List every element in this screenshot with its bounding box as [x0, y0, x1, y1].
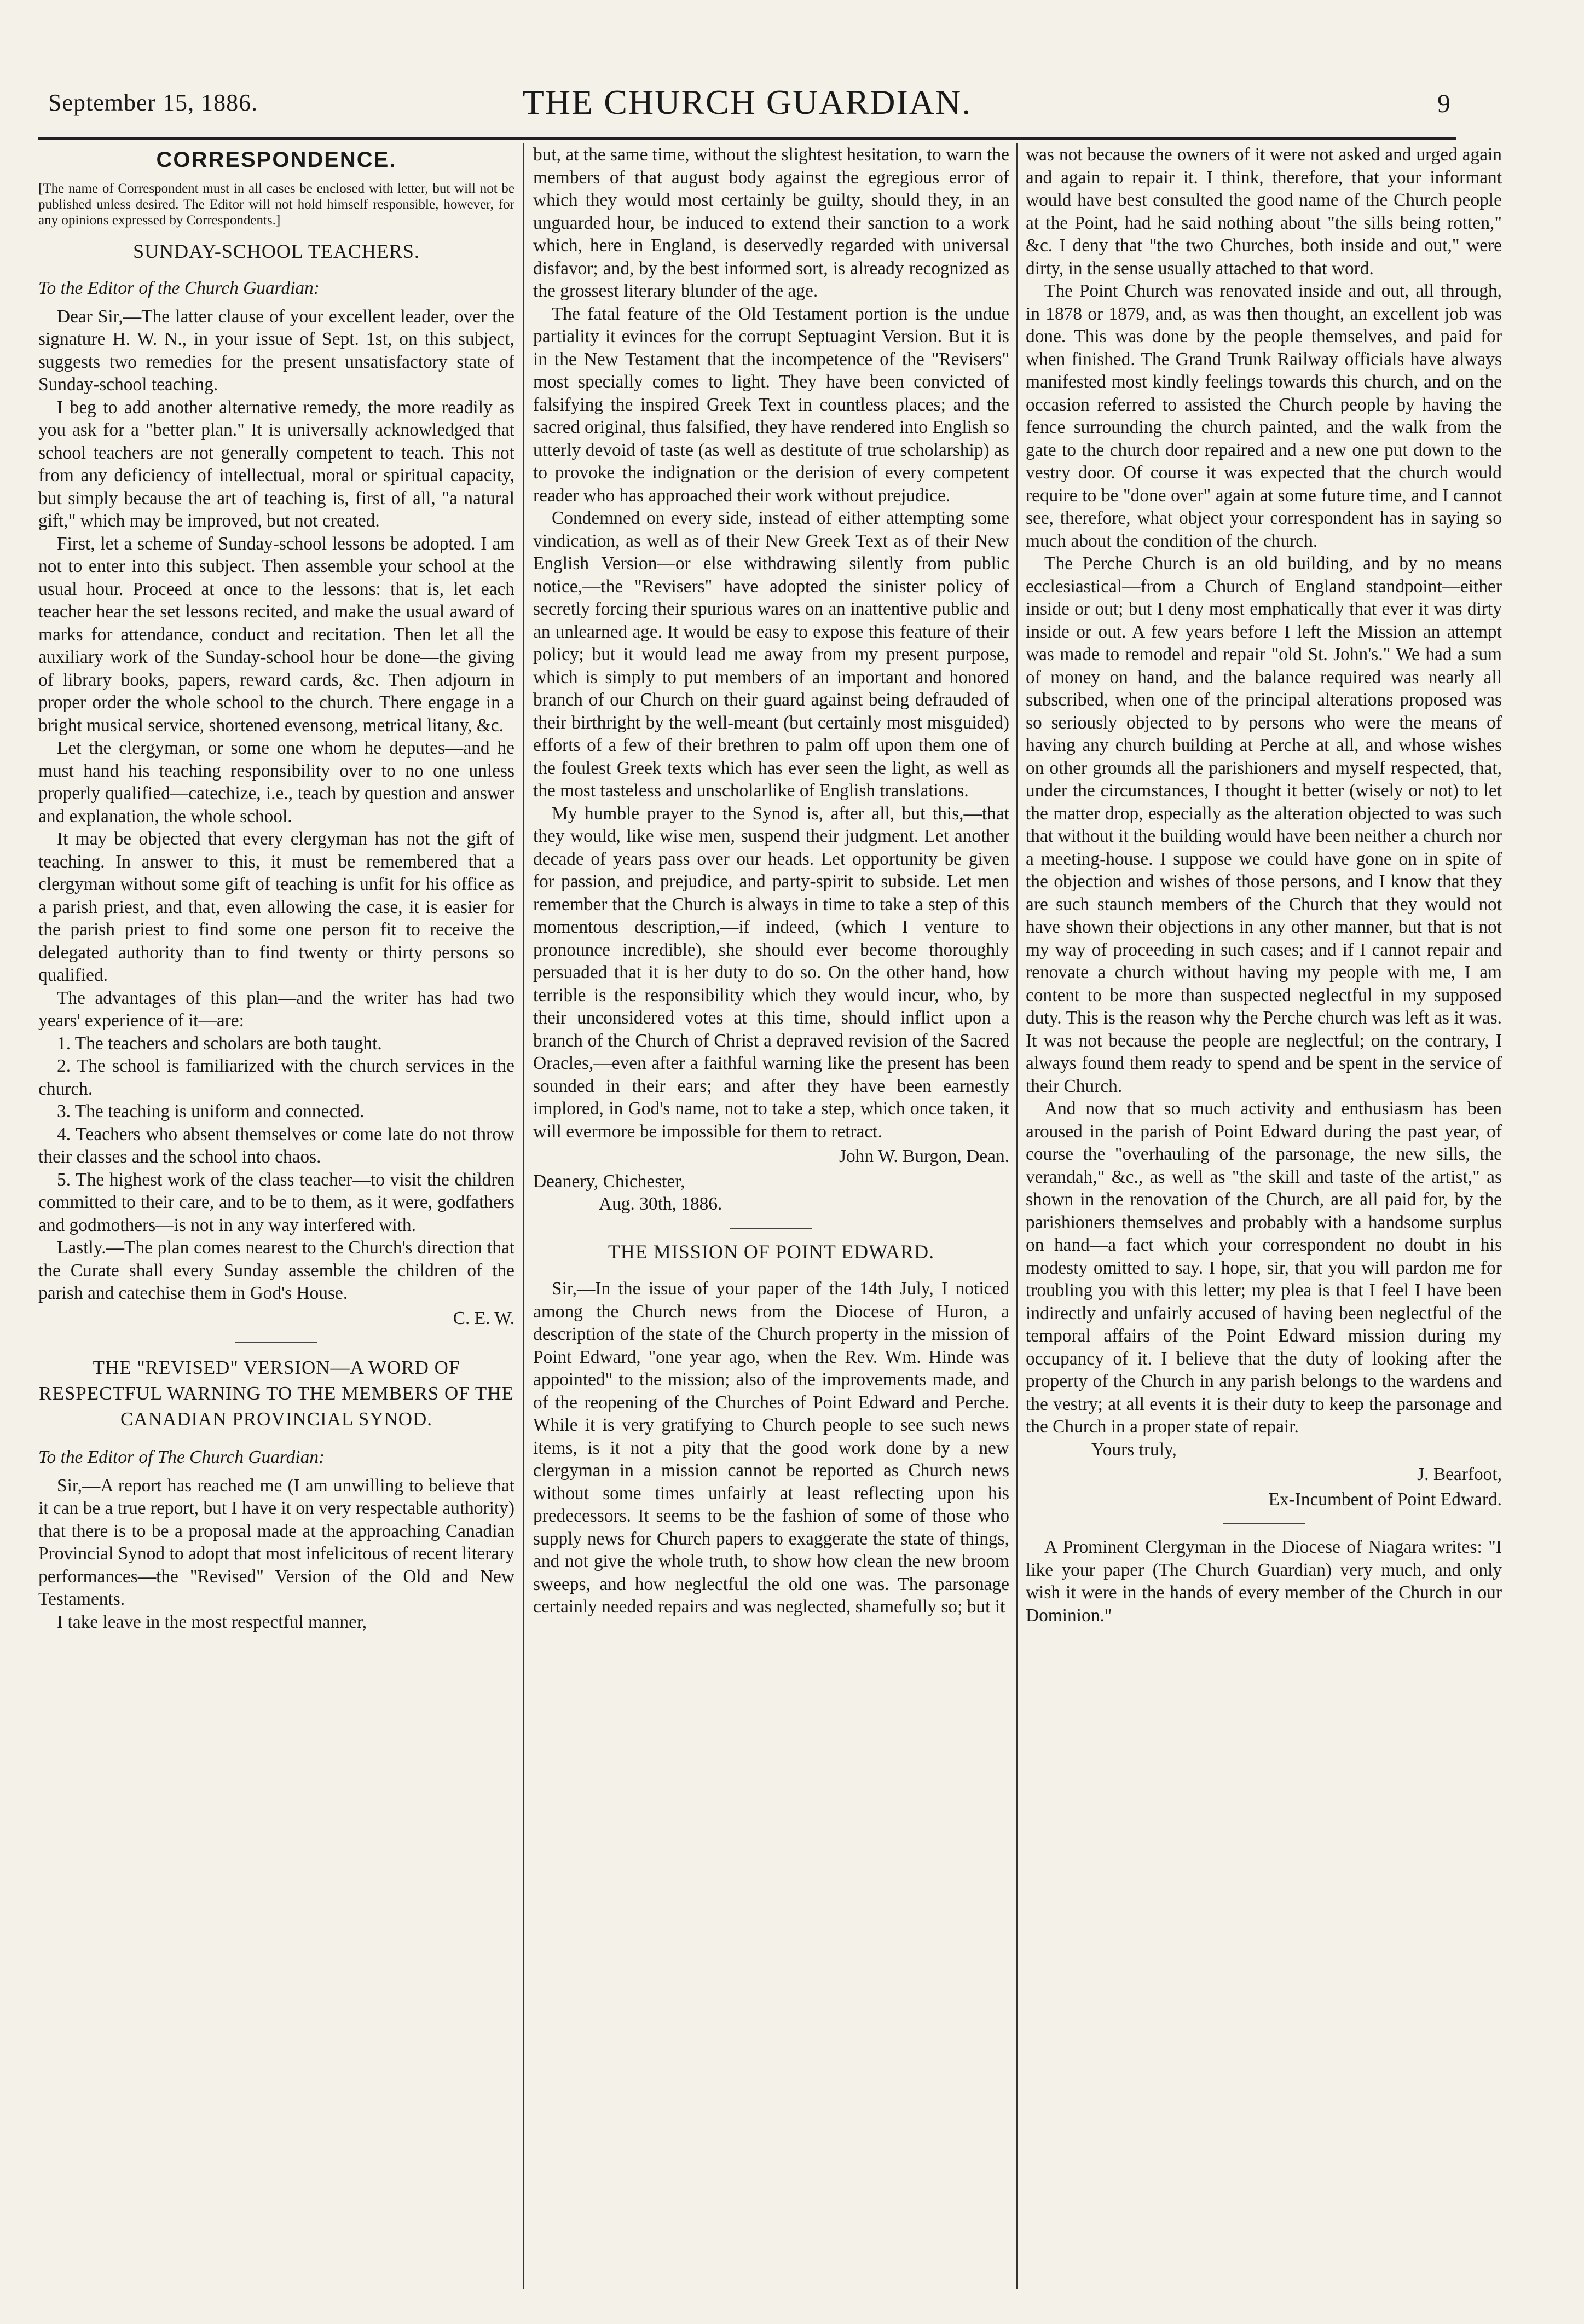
divider: [235, 1342, 317, 1343]
list-item: 5. The highest work of the class teacher—to visit the children committed to their care, and to be to them, as it were, godfathers and godmothers—is not in any way interfered with.: [38, 1169, 514, 1235]
article-heading: SUNDAY-SCHOOL TEACHERS.: [133, 240, 420, 262]
paragraph: I beg to add another alternative remedy, the more readily as you ask for a "better plan." It is universally acknowledged that school teachers are not generally competent to teach. This not from any deficiency of intellectual, moral or spiritual capacity, but simply because the art of teaching is, first of all, "a natural gift," which may be improved, but not created.: [38, 397, 514, 531]
divider: [730, 1228, 812, 1229]
paragraph: The Point Church was renovated inside and out, all through, in 1878 or 1879, and, as was then thought, an excellent job was done. This was done by the people themselves, and paid for when finished. The Grand Trunk Railway officials have always manifested most kindly feelings towards this church, and on the occasion referred to assisted the Church people by having the fence surrounding the church painted, and the walk from the gate to the church door repaired and a new one put down to the vestry door. Of course it was expected that the church would require to be "done over" again at some future time, and I cannot see, therefore, what object your correspondent has in saying so much about the condition of the church.: [1026, 281, 1502, 551]
paragraph: Condemned on every side, instead of either attempting some vindication, as well as of their New Greek Text as of their New English Version—or else withdrawing silently from public notice,—the "Revisers" have adopted the sinister policy of secretly forcing their spurious wares on an inattentive public and an unlearned age. It would be easy to expose this feature of their policy; but it would lead me away from my present purpose, which is simply to put members of an important and honored branch of our Church on their guard against being defrauded of their birthright by the well-meant (but certainly most misguided) efforts of a few of their brethren to palm off upon them one of the foulest Greek texts which has ever seen the light, as well as the most tasteless and unscholarlike of English translations.: [533, 508, 1009, 801]
paragraph: Sir,—A report has reached me (I am unwilling to believe that it can be a true report, but I have it on very respectable authority) that there is to be a proposal made at the approaching Canadian Provincial Synod to adopt that most infelicitous of recent literary performances—the "Revised" Version of the Old and New Testaments.: [38, 1475, 514, 1609]
paragraph: Lastly.—The plan comes nearest to the Church's direction that the Curate shall every Sunday assemble the children of the parish and catechise them in God's House.: [38, 1238, 514, 1303]
salutation: To the Editor of the Church Guardian:: [38, 278, 320, 298]
list-item: 4. Teachers who absent themselves or come late do not throw their classes and the school into chaos.: [38, 1124, 514, 1167]
divider: [1223, 1523, 1305, 1524]
salutation: To the Editor of The Church Guardian:: [38, 1447, 325, 1467]
signature-title: Ex-Incumbent of Point Edward.: [1268, 1489, 1502, 1510]
paragraph: A Prominent Clergyman in the Diocese of Niagara writes: "I like your paper (The Church Guardian) very much, and only wish it were in the hands of every member of the Church in our Dominion.": [1026, 1537, 1502, 1626]
paragraph: The fatal feature of the Old Testament portion is the undue partiality it evinces for the corrupt Septuagint Version. But it is in the New Testament that the incompetence of the "Revisers" most specially comes to light. They have been convicted of falsifying the inspired Greek Text in countless places; and the sacred original, thus falsified, they have rendered into English so utterly devoid of taste (as well as destitute of true scholarship) as to provoke the indignation or the derision of every competent reader who has approached their work without prejudice.: [533, 303, 1009, 506]
paragraph: Let the clergyman, or some one whom he deputes—and he must hand his teaching responsibility over to no one unless properly qualified—catechize, i.e., teach by question and answer and explanation, the whole school.: [38, 738, 514, 826]
paragraph: Sir,—In the issue of your paper of the 14th July, I noticed among the Church news from the Diocese of Huron, a description of the state of the Church property in the mission of Point Edward, "one year ago, when the Rev. Wm. Hinde was appointed" to the mission; also of the improvements made, and of the reopening of the Churches of Point Edward and Perche. While it is very gratifying to Church people to see such news items, is it not a pity that the good work done by a new clergyman in a mission cannot be reported as Church news without some times unfairly at least reflecting upon his predecessors. It seems to be the fashion of some of those who supply news for Church papers to exaggerate the state of things, and not give the whole truth, to show how clean the new broom sweeps, and how neglectful the old one was. The parsonage certainly needed repairs and was neglected, shamefully so; but it: [533, 1279, 1009, 1617]
issue-date: September 15, 1886.: [48, 89, 258, 116]
section-heading: CORRESPONDENCE.: [156, 148, 397, 172]
paragraph: but, at the same time, without the slightest hesitation, to warn the members of that august body against the egregious error of which they would most certainly be guilty, should they, in an unguarded hour, be induced to extend their sanction to a work which, here in England, is deservedly regarded with universal disfavor; and, by the best informed sort, is already recognized as the grossest literary blunder of the age.: [533, 144, 1009, 301]
signature: John W. Burgon, Dean.: [839, 1146, 1009, 1166]
place-line: Deanery, Chichester,: [533, 1171, 685, 1192]
column-2: [533, 143, 1009, 2322]
page-number: 9: [1437, 89, 1450, 118]
signature: C. E. W.: [453, 1308, 514, 1328]
paragraph: I take leave in the most respectful manner,: [57, 1611, 367, 1632]
column-1: [38, 143, 514, 2322]
paragraph: It may be objected that every clergyman has not the gift of teaching. In answer to this, it must be remembered that a clergyman without some gift of teaching is unfit for his office as a parish priest, and that, even allowing the case, it is easier for the parish priest to find some one person fit to receive the delegated authority than to find twenty or thirty persons so qualified.: [38, 829, 514, 985]
paragraph: Dear Sir,—The latter clause of your excellent leader, over the signature H. W. N., in your issue of Sept. 1st, on this subject, suggests two remedies for the present unsatisfactory state of Sunday-school teaching.: [38, 306, 514, 395]
paragraph: was not because the owners of it were not asked and urged again and again to repair it. I think, therefore, that your informant would have best consulted the good name of the Church people at the Point, had he said nothing about "the sills being rotten," &c. I deny that "the two Churches, both inside and out," were dirty, in the sense usually attached to that word.: [1026, 144, 1502, 279]
paragraph: My humble prayer to the Synod is, after all, but this,—that they would, like wise men, suspend their judgment. Let another decade of years pass over our heads. Let opportunity be given for passion, and prejudice, and party-spirit to subside. Let men remember that the Church is always in time to take a step of this momentous description,—if indeed, (which I venture to pronounce incredible), she should ever become thoroughly persuaded that it is her duty to do so. On the other hand, how terrible is the responsibility which they would incur, who, by their unconsidered votes at this time, should inflict upon a branch of the Church of Christ a depraved revision of the Sacred Oracles,—even after a faithful warning like the present has been sounded in their ears; and after they have been earnestly implored, in God's name, not to take a step, which once taken, it will evermore be impossible for them to retract.: [533, 803, 1009, 1142]
signature: J. Bearfoot,: [1417, 1464, 1502, 1484]
paragraph: The advantages of this plan—and the writer has had two years' experience of it—are:: [38, 987, 514, 1031]
paragraph: The Perche Church is an old building, and by no means ecclesiastical—from a Church of England standpoint—either inside or out; but I deny most emphatically that ever it was dirty inside or out. A few years before I left the Mission an attempt was made to remodel and repair "old St. John's." We had a sum of money on hand, and the balance required was nearly all subscribed, when one of the principal alterations proposed was so seriously objected to by persons who were the means of having any church building at Perche at all, and whose wishes on other grounds all the parishioners and myself respected, that, under the circumstances, I thought it better (wisely or not) to let the matter drop, especially as the alteration objected to was such that without it the building would have been neither a church nor a meeting-house. I suppose we could have gone on in spite of the objection and wishes of those persons, and I know that they are such staunch members of the Church that they would not have shown their objections in any other manner, but that is not my way of proceeding in such cases; and if I cannot repair and renovate a church without having my people with me, I am content to be more than suspected neglectful in my supposed duty. This is the reason why the Perche church was left as it was. It was not because the people are neglectful; on the contrary, I always found them ready to spend and be spent in the service of their Church.: [1026, 553, 1502, 1096]
closing: Yours truly,: [1091, 1439, 1177, 1460]
list-item: 1. The teachers and scholars are both taught.: [57, 1033, 382, 1054]
article-heading: THE "REVISED" VERSION—A WORD OF RESPECTFUL WARNING TO THE MEMBERS OF THE CANADIAN PROVINCIAL SYNOD.: [39, 1357, 514, 1430]
article-heading: THE MISSION OF POINT EDWARD.: [608, 1240, 935, 1263]
column-rule: [523, 143, 524, 2289]
masthead: [38, 77, 1456, 140]
paper-title: THE CHURCH GUARDIAN.: [522, 83, 972, 122]
date-line: Aug. 30th, 1886.: [599, 1194, 722, 1214]
editor-note: [The name of Correspondent must in all cases be enclosed with letter, but will not be published unless desired. The Editor will not hold himself responsible, however, for any opinions expressed by Correspondents.]: [38, 181, 514, 228]
column-3: [1026, 143, 1502, 2322]
list-item: 2. The school is familiarized with the church services in the church.: [38, 1056, 514, 1099]
list-item: 3. The teaching is uniform and connected.: [57, 1101, 365, 1121]
paragraph: And now that so much activity and enthusiasm has been aroused in the parish of Point Edward during the past year, of course the "overhauling of the parsonage, the new sills, the verandah," &c., as well as "the skill and taste of the artist," as shown in the renovation of the Church, are all paid for, by the parishioners themselves and probably with a handsome surplus on hand—a fact which your correspondent no doubt in his modesty omitted to say. I hope, sir, that you will pardon me for troubling you with this letter; my plea is that I feel I have been indirectly and unfairly accused of having been neglectful of the temporal affairs of the Point Edward mission during my occupancy of it. I believe that the duty of looking after the property of the Church in any parish belongs to the wardens and the vestry; at all events it is their duty to keep the parsonage and the Church in a proper state of repair.: [1026, 1099, 1502, 1437]
column-rule: [1016, 143, 1018, 2289]
paragraph: First, let a scheme of Sunday-school lessons be adopted. I am not to enter into this subject. Then assemble your school at the usual hour. Proceed at once to the lessons: that is, let each teacher hear the set lessons recited, and make the usual award of marks for attendance, conduct and recitation. Then let all the auxiliary work of the Sunday-school hour be done—the giving of library books, papers, reward cards, &c. Then adjourn in proper order the whole school to the church. There engage in a bright musical service, shortened evensong, metrical litany, &c.: [38, 533, 514, 736]
